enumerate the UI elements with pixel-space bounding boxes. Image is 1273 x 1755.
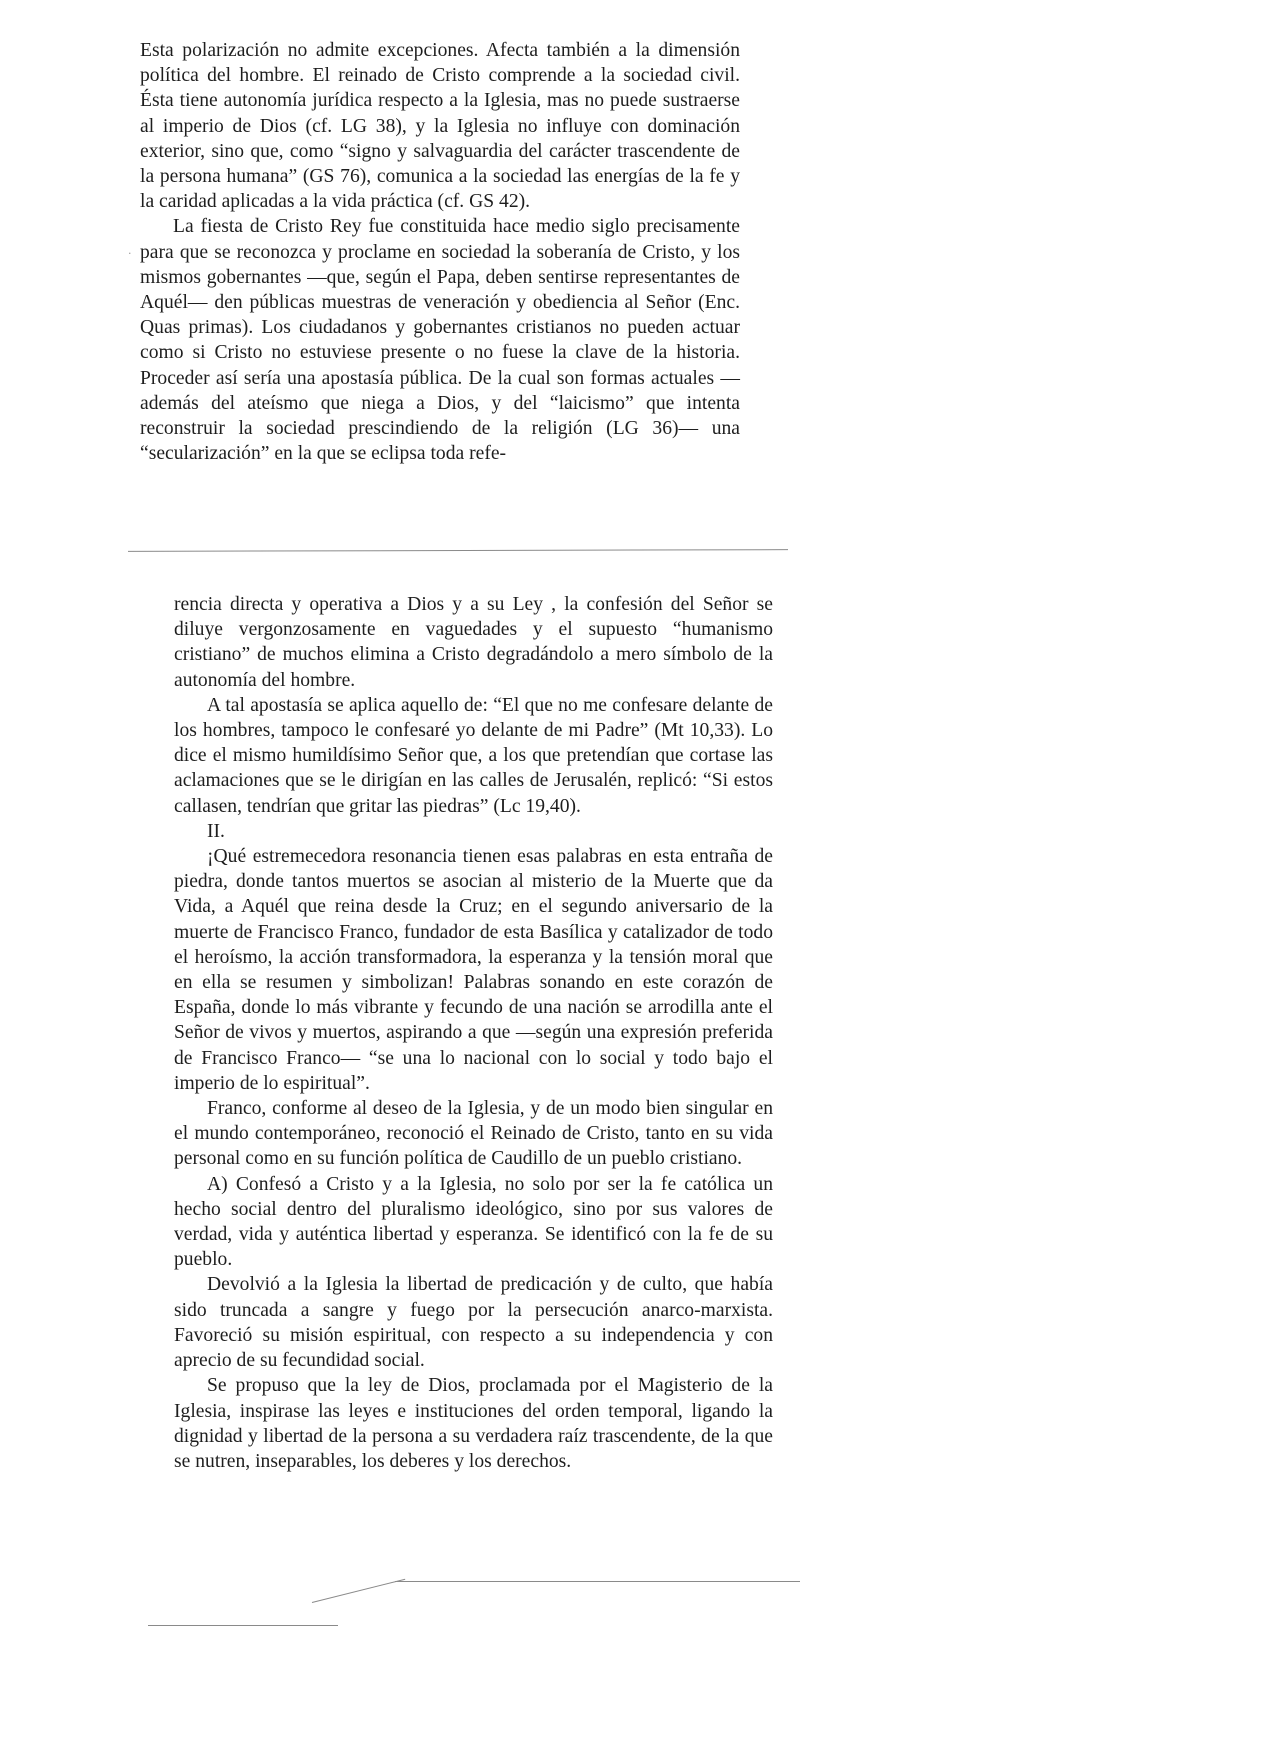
paragraph: A) Confesó a Cristo y a la Iglesia, no solo por ser la fe católica un hecho social dentro del pluralismo ideológico, sino por sus valores de verdad, vida y auténtica libertad y esperanza. Se identificó con la fe de su pueblo. [174,1173,773,1271]
top-text-column [140,38,740,466]
cut-line [128,549,788,552]
paragraph: ¡Qué estremecedora resonancia tienen esas palabras en esta entraña de piedra, donde tantos muertos se asocian al misterio de la Muerte que da Vida, a Aquél que reina desde la Cruz; en el segundo aniversario de la muerte de Francisco Franco, fundador de esta Basílica y catalizador de todo el heroísmo, la acción transformadora, la esperanza y la tensión moral que en ella se resumen y simbolizan! Palabras sonando en este corazón de España, donde lo más vibrante y fecundo de una nación se arrodilla ante el Señor de vivos y muertos, aspirando a que —según una expresión preferida de Francisco Franco— “se una lo nacional con lo social y todo bajo el imperio de lo espiritual”. [174,846,773,1094]
cut-line [312,1579,405,1603]
paragraph: A tal apostasía se aplica aquello de: “El que no me confesare delante de los hombres, tampoco le confesaré yo delante de mi Padre” (Mt 10,33). Lo dice el mismo humildísimo Señor que, a los que pretendían que cortase las aclamaciones que se le dirigían en las calles de Jerusalén, replicó: “Si estos callasen, tendrían que gritar las piedras” (Lc 19,40). [174,694,773,817]
paragraph: rencia directa y operativa a Dios y a su Ley , la confesión del Señor se diluye vergonzosamente en vaguedades y el supuesto “humanismo cristiano” de muchos elimina a Cristo degradándolo a mero símbolo de la autonomía del hombre. [174,594,773,691]
cut-line [395,1581,800,1582]
cut-line [148,1625,338,1626]
paragraph: Esta polarización no admite excepciones. Afecta también a la dimensión política del hombre. El reinado de Cristo comprende a la sociedad civil. Ésta tiene autonomía jurídica respecto a la Iglesia, mas no puede sustraerse al imperio de Dios (cf. LG 38), y la Iglesia no influye con dominación exterior, sino que, como “signo y salvaguardia del carácter trascendente de la persona humana” (GS 76), comunica a la sociedad las energías de la fe y la caridad aplicadas a la vida práctica (cf. GS 42). [140,40,740,213]
paragraph: Franco, conforme al deseo de la Iglesia, y de un modo bien singular en el mundo contemporáneo, reconoció el Reinado de Cristo, tanto en su vida personal como en su función política de Caudillo de un pueblo cristiano. [174,1098,773,1170]
paragraph: Devolvió a la Iglesia la libertad de predicación y de culto, que había sido truncada a sangre y fuego por la persecución anarco-marxista. Favoreció su misión espiritual, con respecto a su independencia y con aprecio de su fecundidad social. [174,1274,773,1372]
paragraph: Se propuso que la ley de Dios, proclamada por el Magisterio de la Iglesia, inspirase las leyes e instituciones del orden temporal, ligando la dignidad y libertad de la persona a su verdadera raíz trascendente, de la que se nutren, inseparables, los deberes y los derechos. [174,1375,773,1472]
bottom-text-column [174,592,773,1474]
scan-mark: · [128,247,132,260]
paragraph: La fiesta de Cristo Rey fue constituida hace medio siglo precisamente para que se reconozca y proclame en sociedad la soberanía de Cristo, y los mismos gobernantes —que, según el Papa, deben sentirse representantes de Aquél— den públicas muestras de veneración y obediencia al Señor (Enc. Quas primas). Los ciudadanos y gobernantes cristianos no pueden actuar como si Cristo no estuviese presente o no fuese la clave de la historia. Proceder así sería una apostasía pública. De la cual son formas actuales —además del ateísmo que niega a Dios, y del “laicismo” que intenta reconstruir la sociedad prescindiendo de la religión (LG 36)— una “secularización” en la que se eclipsa toda refe- [140,216,740,465]
section-numeral: II. [207,820,225,842]
